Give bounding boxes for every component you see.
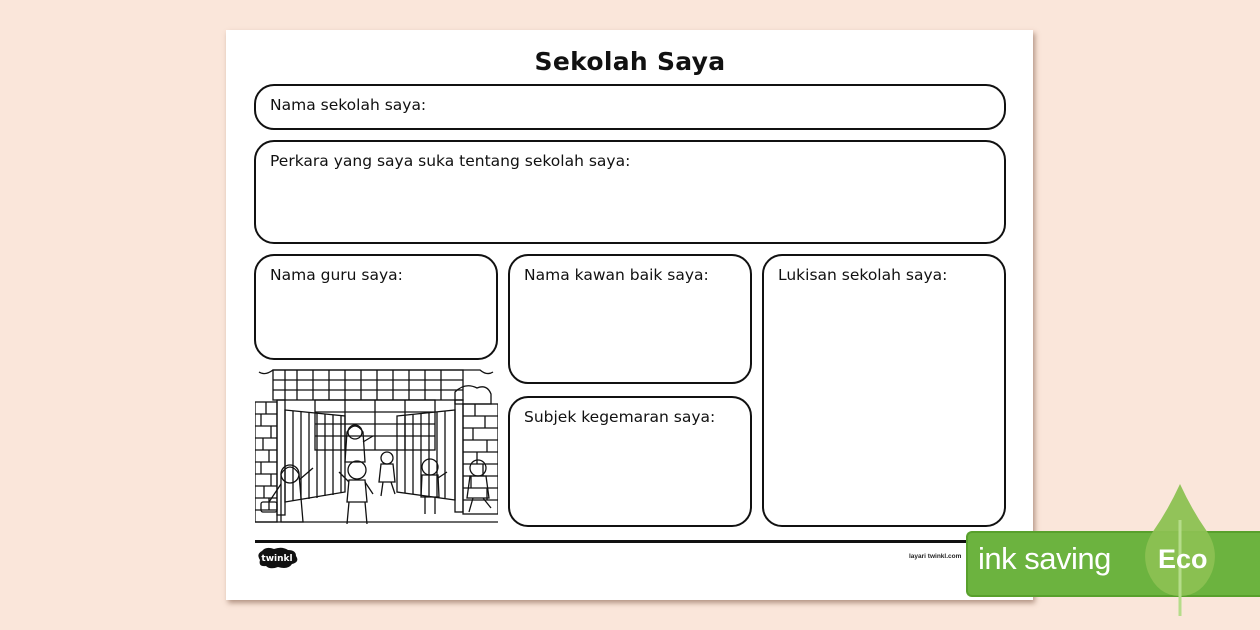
twinkl-logo <box>254 546 300 570</box>
drawing-box[interactable] <box>762 254 1006 527</box>
school-name-label: Nama sekolah saya: <box>270 96 427 114</box>
footer-divider <box>255 540 1005 543</box>
footer-url: layari twinkl.com <box>909 553 962 560</box>
ink-saving-text: ink saving <box>978 541 1111 576</box>
teacher-box[interactable] <box>254 254 498 360</box>
favourite-subject-box[interactable] <box>508 396 752 527</box>
eco-label: Eco <box>1158 544 1208 574</box>
best-friend-label: Nama kawan baik saya: <box>524 266 709 284</box>
school-gate-illustration <box>255 362 498 534</box>
page-title: Sekolah Saya <box>534 47 726 76</box>
best-friend-box[interactable] <box>508 254 752 384</box>
favourite-subject-label: Subjek kegemaran saya: <box>524 408 716 426</box>
likes-box[interactable] <box>254 140 1006 244</box>
teacher-label: Nama guru saya: <box>270 266 403 284</box>
likes-label: Perkara yang saya suka tentang sekolah saya: <box>270 152 631 170</box>
svg-text:twinkl: twinkl <box>261 554 293 564</box>
drawing-label: Lukisan sekolah saya: <box>778 266 948 284</box>
school-name-box[interactable] <box>254 84 1006 130</box>
